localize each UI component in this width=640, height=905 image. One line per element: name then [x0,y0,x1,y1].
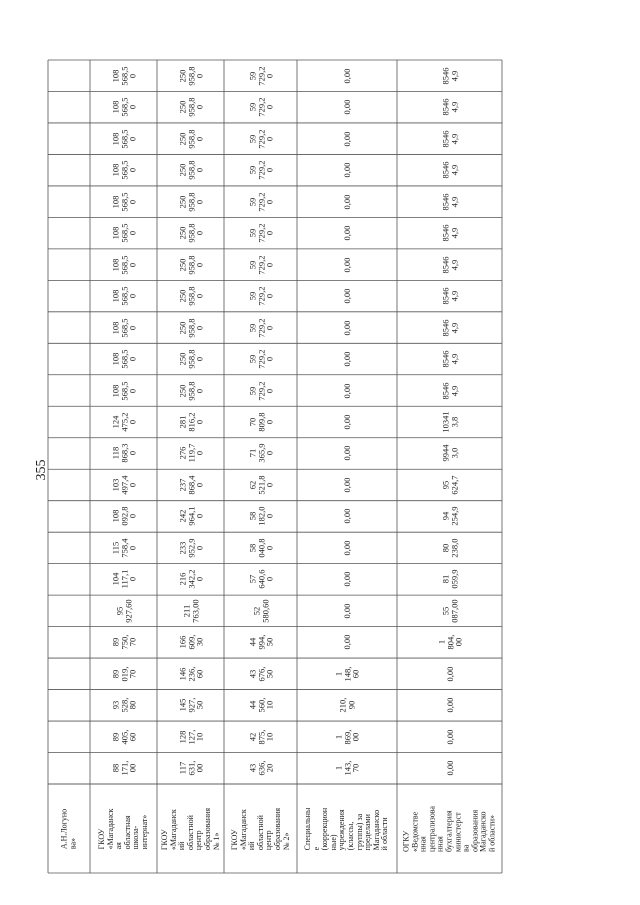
cell-value: 59 729,2 0 [246,380,274,401]
cell-value: 0,00 [341,508,352,524]
cell-value: 0,00 [341,288,352,304]
table-cell [224,154,297,185]
cell-value: 94 254,9 [440,506,459,526]
table-cell [157,406,224,437]
table-cell [48,343,90,374]
table-cell [48,438,90,469]
table-cell [48,753,90,784]
cell-value: 250 958,8 0 [176,97,204,117]
table-cell [297,375,397,406]
cell-value: 211 763,00 [181,599,200,623]
table-cell [397,469,502,500]
table-cell [224,595,297,626]
table-cell [397,375,502,406]
cell-value: 8546 4,9 [440,67,459,85]
table-cell [397,60,502,91]
table-cell [157,627,224,658]
cell-value: 59 729,2 0 [246,349,274,369]
cell-value: 0,00 [341,414,352,430]
table-cell [297,438,397,469]
cell-value: 250 958,8 0 [176,129,204,149]
table-cell [224,532,297,563]
cell-value: 108 568,5 0 [109,129,137,149]
cell-value: 0,00 [444,760,455,776]
table-cell [297,60,397,91]
cell-value: 118 868,3 0 [109,443,137,464]
page-number: 355 [34,459,49,481]
table-cell [397,532,502,563]
cell-value: 0,00 [341,540,352,556]
cell-value: 58 182,0 0 [246,506,274,526]
table-cell [397,595,502,626]
cell-value: 59 729,2 0 [246,97,274,117]
table-cell [90,501,157,532]
cell-value: 57 640,6 0 [246,569,274,589]
table-cell [224,123,297,154]
cell-value: 59 729,2 0 [246,317,274,338]
cell-value: 250 958,8 0 [176,160,204,180]
table-cell [224,343,297,374]
table-cell [224,280,297,311]
row-label-cell [397,784,502,873]
table-cell [157,564,224,595]
table-cell [157,343,224,374]
table-cell [297,690,397,721]
table-cell [224,469,297,500]
table-cell [48,249,90,280]
cell-value: 104 117,1 0 [109,569,137,589]
cell-value: 250 958,8 0 [176,317,204,338]
table-cell [157,217,224,248]
table-cell [157,375,224,406]
table-cell [224,60,297,91]
table-cell [90,91,157,122]
cell-value: 89 405, 60 [109,729,137,745]
table-cell [224,249,297,280]
table-cell [297,753,397,784]
table-cell [397,217,502,248]
cell-value: 44 994, 50 [246,634,274,650]
cell-value: 43 636, 20 [246,760,274,776]
cell-value: 108 568,5 0 [109,286,137,306]
table-cell [224,375,297,406]
cell-value: 0,00 [444,697,455,713]
table-cell [297,123,397,154]
table-cell [48,375,90,406]
table-cell [297,343,397,374]
table-cell [297,406,397,437]
cell-value: 0,00 [341,225,352,241]
cell-value: 166 609, 30 [176,634,204,650]
cell-value: 43 676, 50 [246,666,274,682]
cell-value: 0,00 [341,131,352,147]
table-cell [297,532,397,563]
cell-value: 70 809,8 0 [246,412,274,432]
cell-value: 250 958,8 0 [176,223,204,243]
cell-value: 0,00 [341,634,352,650]
table-cell [157,60,224,91]
table-cell [157,123,224,154]
table-cell [224,406,297,437]
cell-value: 44 560, 10 [246,697,274,713]
cell-value: 145 927, 50 [176,697,204,713]
cell-value: 8546 4,9 [440,382,459,400]
table-cell [48,217,90,248]
cell-value: 0,00 [341,162,352,178]
cell-value: 8546 4,9 [440,224,459,242]
row-label-text: ГКОУ «Магаданск ий областной центр образования № 1» [159,807,220,850]
cell-value: 71 365,9 0 [246,443,274,464]
cell-value: 0,00 [341,68,352,84]
table-cell [224,217,297,248]
table-cell [90,280,157,311]
table-cell [157,438,224,469]
cell-value: 0,00 [341,383,352,398]
table-cell [397,438,502,469]
cell-value: 95 624,7 [440,475,459,495]
table-cell [297,217,397,248]
table-cell [297,312,397,343]
row-label-text: ОГКУ «Ведомстве нная централизова нная бухгалтерия министерст ва образования Магаданско й области» [401,805,497,852]
table-cell [397,154,502,185]
table-cell [48,154,90,185]
cell-value: 0,00 [341,477,352,493]
table-cell [90,154,157,185]
cell-value: 233 952,9 0 [176,538,204,558]
table-cell [90,406,157,437]
cell-value: 59 729,2 0 [246,255,274,275]
table-cell [157,186,224,217]
table-cell [157,501,224,532]
table-cell [157,154,224,185]
table-cell [224,312,297,343]
table-cell [48,312,90,343]
cell-value: 80 238,0 [440,538,459,558]
cell-value: 0,00 [341,603,352,619]
table-cell [90,753,157,784]
cell-value: 108 568,5 0 [109,192,137,212]
table-cell [397,564,502,595]
cell-value: 93 528, 80 [109,697,137,713]
table-cell [157,532,224,563]
table-cell [90,721,157,752]
cell-value: 55 087,00 [440,599,459,623]
table-cell [297,627,397,658]
cell-value: 108 568,5 0 [109,349,137,369]
table-cell [297,280,397,311]
row-label-cell [48,784,90,873]
row-label-text: Специальны е (коррекцион ные) учреждения (классы, группы) за пределами Магаданско й области [303,807,390,850]
cell-value: 108 568,5 0 [109,317,137,338]
row-label-text: ГКОУ «Магаданск ая областная школа- интернат» [96,808,149,849]
table-cell [90,438,157,469]
table-cell [90,123,157,154]
table-cell [48,91,90,122]
table-cell [90,249,157,280]
cell-value: 108 568,5 0 [109,160,137,180]
cell-value: 1 804, 00 [435,634,463,650]
table-cell [397,690,502,721]
table-cell [297,91,397,122]
table-cell [48,60,90,91]
table-cell [48,186,90,217]
table-cell [397,627,502,658]
table-cell [397,249,502,280]
cell-value: 237 868,4 0 [176,475,204,495]
table-cell [297,249,397,280]
table-cell [297,721,397,752]
table-cell [297,658,397,689]
table-cell [48,721,90,752]
cell-value: 8546 4,9 [440,193,459,211]
cell-value: 59 729,2 0 [246,160,274,180]
cell-value: 59 729,2 0 [246,286,274,306]
cell-value: 250 958,8 0 [176,255,204,275]
table-cell [397,343,502,374]
table-cell [48,658,90,689]
cell-value: 95 927,60 [114,599,133,623]
table-cell [224,721,297,752]
cell-value: 124 475,2 0 [109,412,137,432]
table-cell [397,91,502,122]
cell-value: 8546 4,9 [440,98,459,116]
row-label-cell [90,784,157,873]
cell-value: 146 236, 60 [176,666,204,682]
table-cell [224,658,297,689]
table-cell [48,280,90,311]
table-cell [48,406,90,437]
table-cell [90,343,157,374]
cell-value: 250 958,8 0 [176,380,204,401]
cell-value: 8546 4,9 [440,287,459,305]
table-cell [297,186,397,217]
table-cell [157,469,224,500]
cell-value: 0,00 [341,351,352,367]
cell-value: 115 758,4 0 [109,538,137,558]
cell-value: 9944 3,0 [440,444,459,462]
table-cell [224,186,297,217]
table-cell [157,753,224,784]
table-cell [397,123,502,154]
table-cell [90,658,157,689]
table-cell [397,721,502,752]
table-cell [90,186,157,217]
cell-value: 0,00 [341,571,352,587]
cell-value: 0,00 [341,194,352,210]
cell-value: 52 580,60 [251,599,270,623]
cell-value: 276 119,7 0 [176,444,204,463]
cell-value: 0,00 [444,729,455,745]
table-cell [397,658,502,689]
table-cell [397,186,502,217]
cell-value: 88 171, 00 [109,760,137,776]
cell-value: 8546 4,9 [440,256,459,274]
table-cell [297,469,397,500]
table-cell [48,595,90,626]
cell-value: 81 059,9 [440,569,459,589]
cell-value: 0,00 [444,666,455,682]
cell-value: 128 127, 10 [176,729,204,745]
table-cell [90,532,157,563]
cell-value: 0,00 [341,99,352,115]
row-label-text: ГКОУ «Магаданск ий областной центр образования № 2» [229,807,290,850]
cell-value: 0,00 [341,320,352,335]
cell-value: 0,00 [341,257,352,273]
table-cell [157,312,224,343]
table-cell [157,595,224,626]
table-cell [297,595,397,626]
table-cell [48,501,90,532]
row-label-text: А.Н.Логуно ва» [59,808,77,849]
cell-value: 8546 4,9 [440,161,459,179]
cell-value: 89 019, 70 [109,666,137,682]
table-cell [397,753,502,784]
cell-value: 8546 4,9 [440,319,459,337]
table-cell [224,753,297,784]
table-cell [224,627,297,658]
table-cell [397,312,502,343]
table-cell [48,469,90,500]
table-cell [90,564,157,595]
cell-value: 250 958,8 0 [176,349,204,369]
table-cell [157,690,224,721]
cell-value: 8546 4,9 [440,350,459,368]
table-cell [90,375,157,406]
table-cell [48,123,90,154]
table-cell [90,312,157,343]
cell-value: 58 040,8 0 [246,538,274,558]
table-cell [90,690,157,721]
cell-value: 250 958,8 0 [176,66,204,86]
table-cell [90,469,157,500]
cell-value: 42 875, 10 [246,729,274,745]
cell-value: 59 729,2 0 [246,66,274,86]
row-label-cell [297,784,397,873]
cell-value: 281 816,2 0 [176,412,204,432]
cell-value: 108 568,5 0 [109,223,137,243]
cell-value: 10341 3,8 [440,411,459,433]
table-cell [224,564,297,595]
table-cell [397,280,502,311]
table-cell [157,91,224,122]
cell-value: 108 568,5 0 [109,380,137,401]
table-cell [157,280,224,311]
cell-value: 89 750, 70 [109,634,137,650]
cell-value: 59 729,2 0 [246,129,274,149]
table-cell [90,627,157,658]
row-label-cell [224,784,297,873]
table-cell [48,690,90,721]
cell-value: 242 964,1 0 [176,506,204,526]
cell-value: 250 958,8 0 [176,286,204,306]
table-cell [48,564,90,595]
cell-value: 216 342,2 0 [176,569,204,589]
cell-value: 108 092,8 0 [109,506,137,526]
table-cell [90,217,157,248]
cell-value: 117 631, 00 [176,760,204,776]
table-cell [297,154,397,185]
cell-value: 210, 90 [337,697,356,713]
table-cell [157,658,224,689]
row-label-cell [157,784,224,873]
table-cell [397,406,502,437]
table-cell [397,501,502,532]
table-cell [297,564,397,595]
cell-value: 1 869, 00 [333,729,361,745]
cell-value: 103 497,4 0 [109,475,137,495]
cell-value: 108 568,5 0 [109,255,137,275]
cell-value: 108 568,5 0 [109,97,137,117]
table-cell [157,721,224,752]
cell-value: 108 568,5 0 [109,66,137,86]
table-cell [224,690,297,721]
cell-value: 62 521,8 0 [246,475,274,495]
cell-value: 1 143, 70 [333,760,361,776]
table-cell [48,532,90,563]
table-cell [90,595,157,626]
table-cell [90,60,157,91]
table-cell [48,627,90,658]
cell-value: 59 729,2 0 [246,192,274,212]
table-cell [157,249,224,280]
table-cell [224,501,297,532]
table-cell [224,438,297,469]
cell-value: 0,00 [341,446,352,461]
cell-value: 59 729,2 0 [246,223,274,243]
table-cell [224,91,297,122]
cell-value: 250 958,8 0 [176,192,204,212]
table-cell [297,501,397,532]
cell-value: 1 148, 60 [333,666,361,682]
cell-value: 8546 4,9 [440,130,459,148]
